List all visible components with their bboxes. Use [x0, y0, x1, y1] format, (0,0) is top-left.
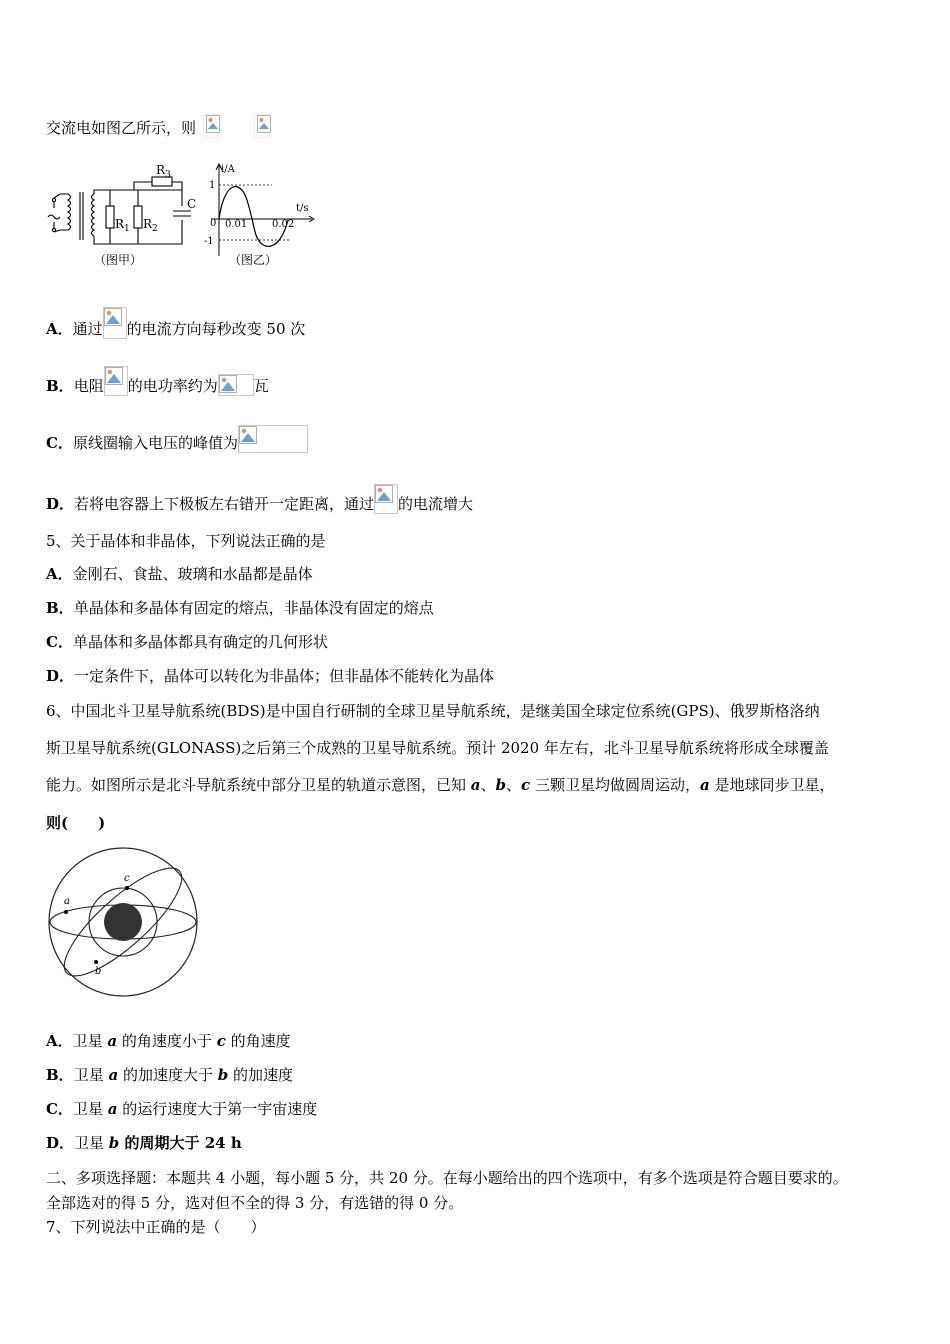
- tick-label-002: 0.02: [272, 219, 295, 230]
- caption-figure-a: （图甲）: [94, 253, 143, 267]
- circuit-diagram: [48, 177, 191, 244]
- terminal-top: [52, 198, 55, 201]
- formula-image-placeholder: [374, 484, 398, 514]
- q6-stem-line-4: 则( ): [46, 814, 106, 832]
- formula-image-placeholder: [104, 366, 128, 396]
- q7-stem: 7、下列说法中正确的是（ ）: [46, 1218, 266, 1236]
- label-t-axis: t/s: [296, 203, 309, 214]
- tick-label-top: 1: [209, 180, 216, 191]
- orbit-diagram: [46, 846, 202, 1000]
- primary-coil: [60, 194, 71, 230]
- tick-label-001: 0.01: [225, 219, 248, 230]
- label-r2: $R_2$: [143, 217, 158, 234]
- q4-intro-text: 交流电如图乙所示，则: [46, 119, 197, 137]
- q4-figure: [44, 160, 324, 275]
- broken-image-icon: [204, 115, 222, 133]
- earth-icon: [104, 903, 142, 941]
- broken-image-icon: [219, 375, 237, 393]
- broken-image-icon: [375, 485, 393, 503]
- resistor-r1: [106, 206, 114, 228]
- ac-source-icon: [48, 215, 60, 219]
- broken-image-icon: [105, 367, 123, 385]
- resistor-r2: [134, 206, 142, 228]
- label-r3: $R_3$: [156, 163, 171, 180]
- section-2-heading-line-2: 全部选对的得 5 分，选对但不全的得 3 分，有选错的得 0 分。: [46, 1194, 464, 1212]
- q4-option-d: D．若将电容器上下极板左右错开一定距离，通过 的电流增大: [46, 484, 473, 514]
- label-i-axis: i/A: [221, 164, 235, 175]
- q5-stem: 5、关于晶体和非晶体，下列说法正确的是: [46, 532, 326, 550]
- q4-intro: [46, 114, 270, 138]
- formula-image-placeholder: [218, 374, 254, 396]
- sine-wave: [219, 187, 288, 247]
- satellite-b-dot: [94, 960, 98, 964]
- satellite-a-dot: [64, 910, 68, 914]
- label-r1: $R_1$: [115, 217, 130, 234]
- waveform-chart: [204, 164, 314, 267]
- broken-image-icon: [104, 308, 122, 326]
- satellite-b-label: b: [95, 966, 102, 977]
- q6-stem-line-2: 斯卫星导航系统(GLONASS)之后第三个成熟的卫星导航系统。预计 2020 年左右，北斗卫星导航系统将形成全球覆盖: [46, 739, 829, 757]
- label-origin: 0: [210, 218, 217, 229]
- q4-option-a: A．通过 的电流方向每秒改变 50 次: [46, 307, 305, 339]
- q6-option-b: B．卫星 a 的加速度大于 b 的加速度: [46, 1066, 294, 1084]
- satellite-a-label: a: [64, 896, 70, 907]
- q6-stem-line-1: 6、中国北斗卫星导航系统(BDS)是中国自行研制的全球卫星导航系统，是继美国全球定位系统(GPS)、俄罗斯格洛纳: [46, 702, 820, 720]
- q5-option-c: C．单晶体和多晶体都具有确定的几何形状: [46, 633, 328, 651]
- q6-stem-line-3: 能力。如图所示是北斗导航系统中部分卫星的轨道示意图，已知 a、b、c 三颗卫星均做圆周运动，a 是地球同步卫星，: [46, 776, 835, 794]
- q6-option-d: D．卫星 b 的周期大于 24 h: [46, 1134, 242, 1152]
- satellite-c-dot: [125, 886, 129, 890]
- formula-image-placeholder: [103, 307, 127, 339]
- caption-figure-b: （图乙）: [229, 253, 278, 267]
- formula-image-placeholder: [254, 114, 270, 138]
- formula-image-placeholder: [203, 114, 219, 138]
- q5-option-d: D．一定条件下，晶体可以转化为非晶体；但非晶体不能转化为晶体: [46, 667, 495, 685]
- q4-option-c: C．原线圈输入电压的峰值为: [46, 425, 308, 453]
- label-c: C: [187, 197, 197, 211]
- formula-image-placeholder: [238, 425, 308, 453]
- q5-option-b: B．单晶体和多晶体有固定的熔点，非晶体没有固定的熔点: [46, 599, 434, 617]
- satellite-c-label: c: [124, 873, 130, 884]
- q6-option-c: C．卫星 a 的运行速度大于第一宇宙速度: [46, 1100, 318, 1118]
- tick-label-bottom: -1: [204, 236, 214, 247]
- q5-option-a: A．金刚石、食盐、玻璃和水晶都是晶体: [46, 565, 313, 583]
- q4-option-b: B．电阻 的电功率约为 瓦: [46, 366, 269, 396]
- secondary-coil: [92, 194, 95, 236]
- broken-image-icon: [255, 115, 273, 133]
- section-2-heading-line-1: 二、多项选择题：本题共 4 小题，每小题 5 分，共 20 分。在每小题给出的四个选项中，有多个选项是符合题目要求的。: [46, 1169, 848, 1187]
- broken-image-icon: [239, 426, 257, 444]
- q6-option-a: A．卫星 a 的角速度小于 c 的角速度: [46, 1032, 291, 1050]
